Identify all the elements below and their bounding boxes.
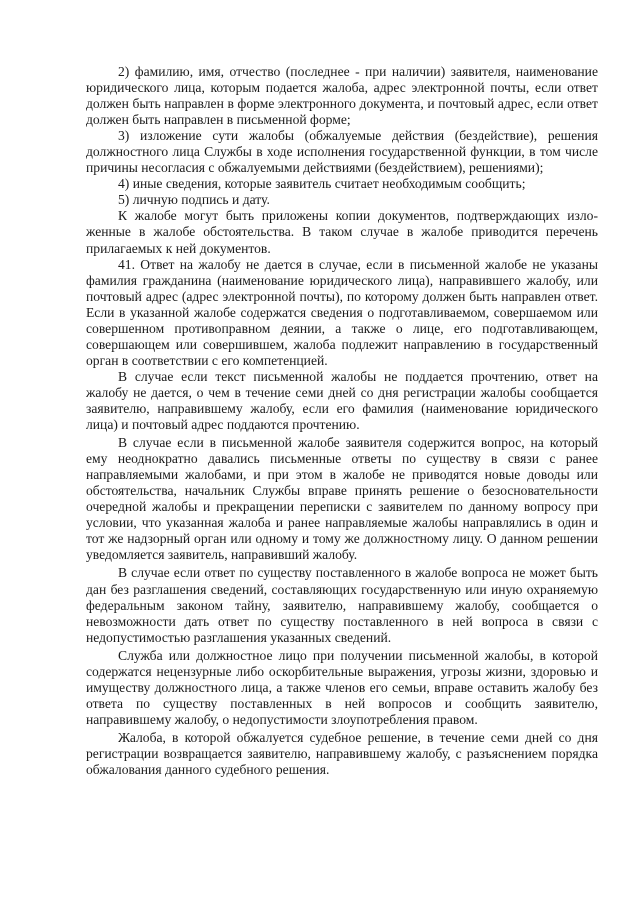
paragraph-offensive-language: Служба или должностное лицо при получении письменной жалобы, в которой содержатся нецензурные либо оскорбительные выражения, угрозы жизни, здоровью и имуществу должностного лица, а также членов его семьи, вправе оставить жалобу без ответа по существу поставленных в ней вопросов и сообщить заявителю, направившему жалобу, о недопустимости злоупотребления правом. [86, 647, 598, 727]
document-page [86, 64, 598, 778]
paragraph-state-secret: В случае если ответ по существу поставленного в жалобе вопроса не может быть дан без разглашения сведений, составляющих государственную или иную охраняемую федеральным законом тайну, заявителю, направившему жалобу, сообщается о невозможности дать ответ по существу поставленного в ней вопроса в связи с недопустимостью разглашения указанных сведений. [86, 565, 598, 645]
paragraph-repeated-complaint: В случае если в письменной жалобе заявителя содержится вопрос, на который ему неоднократно давались письменные ответы по существу в связи с ранее направляемыми жалобами, и при этом в жалобе не приводятся новые доводы или обстоятельства, начальник Службы вправе принять решение о безосновательности очередной жалобы и прекращении переписки с заявителем по данному вопросу при условии, что указанная жалоба и ранее направляемые жалобы направлялись в один и тот же надзорный орган или одному и тому же должностному лицу. О данном решении уведомляется заявитель, направивший жалобу. [86, 435, 598, 563]
paragraph-clause-41: 41. Ответ на жалобу не дается в случае, если в письменной жалобе не указаны фамилия гражданина (наименование юридического лица), направившего жалобу, или почтовый адрес (адрес электронной почты), по которому должен быть направлен ответ. Если в указанной жалобе содержатся сведения о подготавливаемом, совершаемом или совершенном противоправном деянии, а также о лице, его подготавливающем, совершающем или совершившем, жалоба подлежит направлению в государственный орган в соответствии с его компетенцией. [86, 256, 598, 368]
paragraph-applicant-name: 2) фамилию, имя, отчество (последнее - при наличии) заявителя, наименование юридического лица, которым подается жалоба, адрес электронной почты, если ответ должен быть направлен в форме электронного документа, и почтовый адрес, если ответ должен быть направлен в письменной форме; [86, 64, 598, 128]
paragraph-signature-date: 5) личную подпись и дату. [118, 192, 270, 208]
paragraph-complaint-essence: 3) изложение сути жалобы (обжалуемые действия (бездействие), решения должностного лица Службы в ходе исполнения государственной функции, в том числе причины несогласия с обжалуемыми действиями (бездействием), решениями); [86, 128, 598, 176]
paragraph-unreadable-complaint: В случае если текст письменной жалобы не поддается прочтению, ответ на жалобу не дается, о чем в течение семи дней со дня регистрации жалобы сообщается заявителю, направившему жалобу, если его фамилия (наименование юридического лица) и почтовый адрес поддаются прочтению. [86, 368, 598, 433]
paragraph-other-info: 4) иные сведения, которые заявитель считает необходимым сообщить; [118, 176, 526, 192]
paragraph-attachments: К жалобе могут быть приложены копии документов, подтверждающих изложенные в жалобе обстоятельства. В таком случае в жалобе приводится перечень прилагаемых к ней документов. [86, 208, 598, 256]
paragraph-court-decision: Жалоба, в которой обжалуется судебное решение, в течение семи дней со дня регистрации возвращается заявителю, направившему жалобу, с разъяснением порядка обжалования данного судебного решения. [86, 729, 598, 778]
